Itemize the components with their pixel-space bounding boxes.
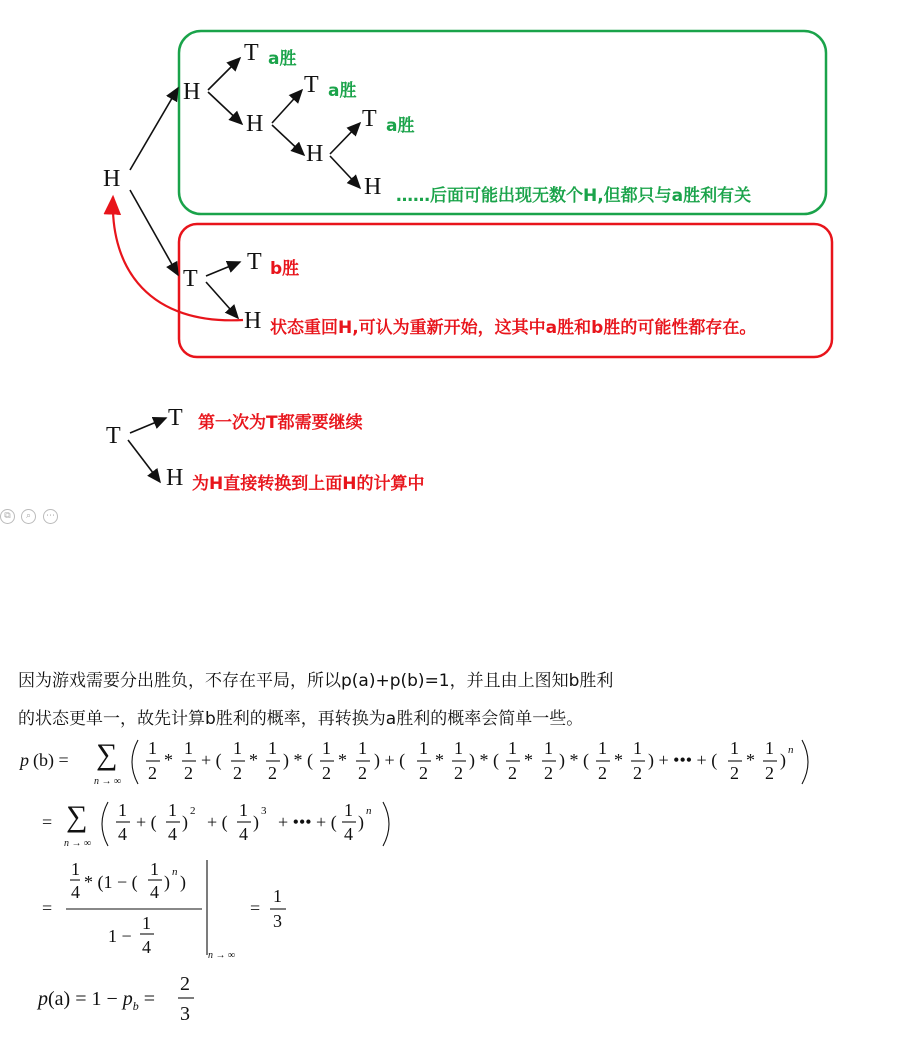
root-h-node: H	[103, 166, 121, 192]
a-win-label-3: a胜	[386, 116, 415, 136]
hb-node: H	[244, 308, 262, 334]
a-win-label-2: a胜	[328, 81, 357, 101]
h4-node: H	[364, 174, 382, 200]
h2-node: H	[246, 111, 264, 137]
b-win-label: b胜	[270, 259, 300, 279]
infinite-h-note: ……后面可能出现无数个H,但都只与a胜利有关	[396, 186, 752, 206]
lower-t-child-node: T	[168, 405, 183, 431]
h-convert-note: 为H直接转换到上面H的计算中	[192, 474, 425, 494]
restart-note: 状态重回H,可认为重新开始，这其中a胜和b胜的可能性都存在。	[270, 318, 757, 338]
a-win-label-1: a胜	[268, 49, 297, 69]
copy-icon[interactable]: ⧉	[0, 509, 15, 524]
more-icon[interactable]: ⋯	[43, 509, 58, 524]
explanation-line-1: 因为游戏需要分出胜负，不存在平局，所以p(a)+p(b)=1，并且由上图知b胜利	[18, 671, 614, 691]
zoom-icon[interactable]: ⌕	[21, 509, 36, 524]
t1-node: T	[244, 40, 259, 66]
h3-node: H	[306, 141, 324, 167]
lower-h-child-node: H	[166, 465, 184, 491]
tb-node: T	[183, 266, 198, 292]
t2-node: T	[304, 72, 319, 98]
tb-t-node: T	[247, 249, 262, 275]
h1-node: H	[183, 79, 201, 105]
first-t-note: 第一次为T都需要继续	[198, 413, 363, 433]
formula-block: p (b) = ∑ n → ∞ 1 2 * 1 2 + ( 1 2 * 1 2 ) * ( 1 2 * 1 2 ) + ( 1 2 * 1 2 ) * ( 1 2 * 1 2 ) * ( 1 2 * 1 2 ) + ••• + ( 1 2 * 1 2 ) n = ∑ n → ∞ 1 4 + ( 1 4 ) 2 + ( 1 4 ) 3 + ••• + ( 1 4 ) n = 1 4 * (1 − ( 1 4 ) n ) 1 − 1 4 n → ∞ = 1 3 $p(a) = 1 - p_b$ = 2 3	[20, 738, 794, 1025]
lower-t-root-node: T	[106, 423, 121, 449]
explanation-line-2: 的状态更单一，故先计算b胜利的概率，再转换为a胜利的概率会简单一些。	[18, 709, 584, 729]
t3-node: T	[362, 106, 377, 132]
